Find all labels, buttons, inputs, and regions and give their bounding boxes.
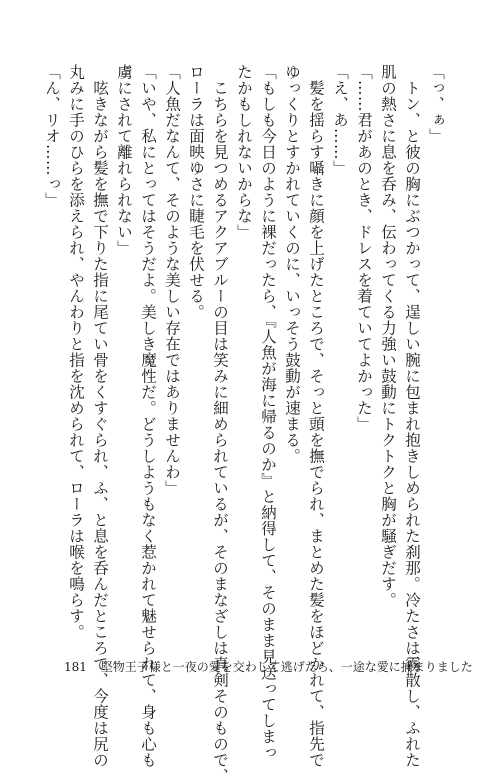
text-line: 肌の熱さに息を呑み、伝わってくる力強い鼓動にトクトクと胸が騒ぎだす。 — [379, 64, 397, 608]
text-line: 虜にされて離れられない」 — [115, 64, 133, 256]
text-line: 「……君があのとき、ドレスを着ていてよかった」 — [355, 64, 373, 432]
text-line: 髪を揺らす囁きに顔を上げたところで、そっと頭を撫でられ、まとめた髪をほどかれて、指先で — [307, 64, 325, 768]
text-line: 「いや、私にとってはそうだよ。美しき魔性だ。どうしようもなく惹かれて魅せられて、身も心も — [139, 64, 157, 768]
text-line: トン、と彼の胸にぶつかって、逞しい腕に包まれ抱きしめられた刹那。冷たさは霧散し、ふれた — [403, 64, 421, 768]
text-line: 呟きながら髪を撫で下りた指に尾てい骨をくすぐられ、ふ、と息を呑んだところで、今度は尻の — [91, 64, 109, 768]
page-footer — [64, 658, 473, 675]
text-line: こちらを見つめるアクアブルーの目は笑みに細められているが、そのまなざしは真剣そのもので、 — [211, 64, 229, 784]
text-line: 「え、あ……」 — [331, 64, 349, 176]
running-title: 堅物王子様と一夜の愛を交わして逃げたら、一途な愛に捕まりました — [100, 660, 473, 674]
text-line: 「っ、ぁ」 — [427, 64, 445, 144]
text-line: たかもしれないからな」 — [235, 64, 253, 240]
text-line: 「人魚だなんて、そのような美しい存在ではありませんわ」 — [163, 64, 181, 496]
text-line: ローラは面映ゆさに睫毛を伏せる。 — [187, 64, 205, 320]
page-number: 181 — [64, 660, 87, 674]
text-line: 丸みに手のひらを添えられ、やんわりと指を沈められて、ローラは喉を鳴らす。 — [67, 64, 85, 640]
text-line: 「ん、リオ……っ」 — [43, 64, 61, 208]
text-line: ゆっくりとすかれていくのに、いっそう鼓動が速まる。 — [283, 64, 301, 464]
text-line: 「もしも今日のように裸だったら、『人魚が海に帰るのか』と納得して、そのまま見送ってしまっ — [259, 64, 277, 761]
